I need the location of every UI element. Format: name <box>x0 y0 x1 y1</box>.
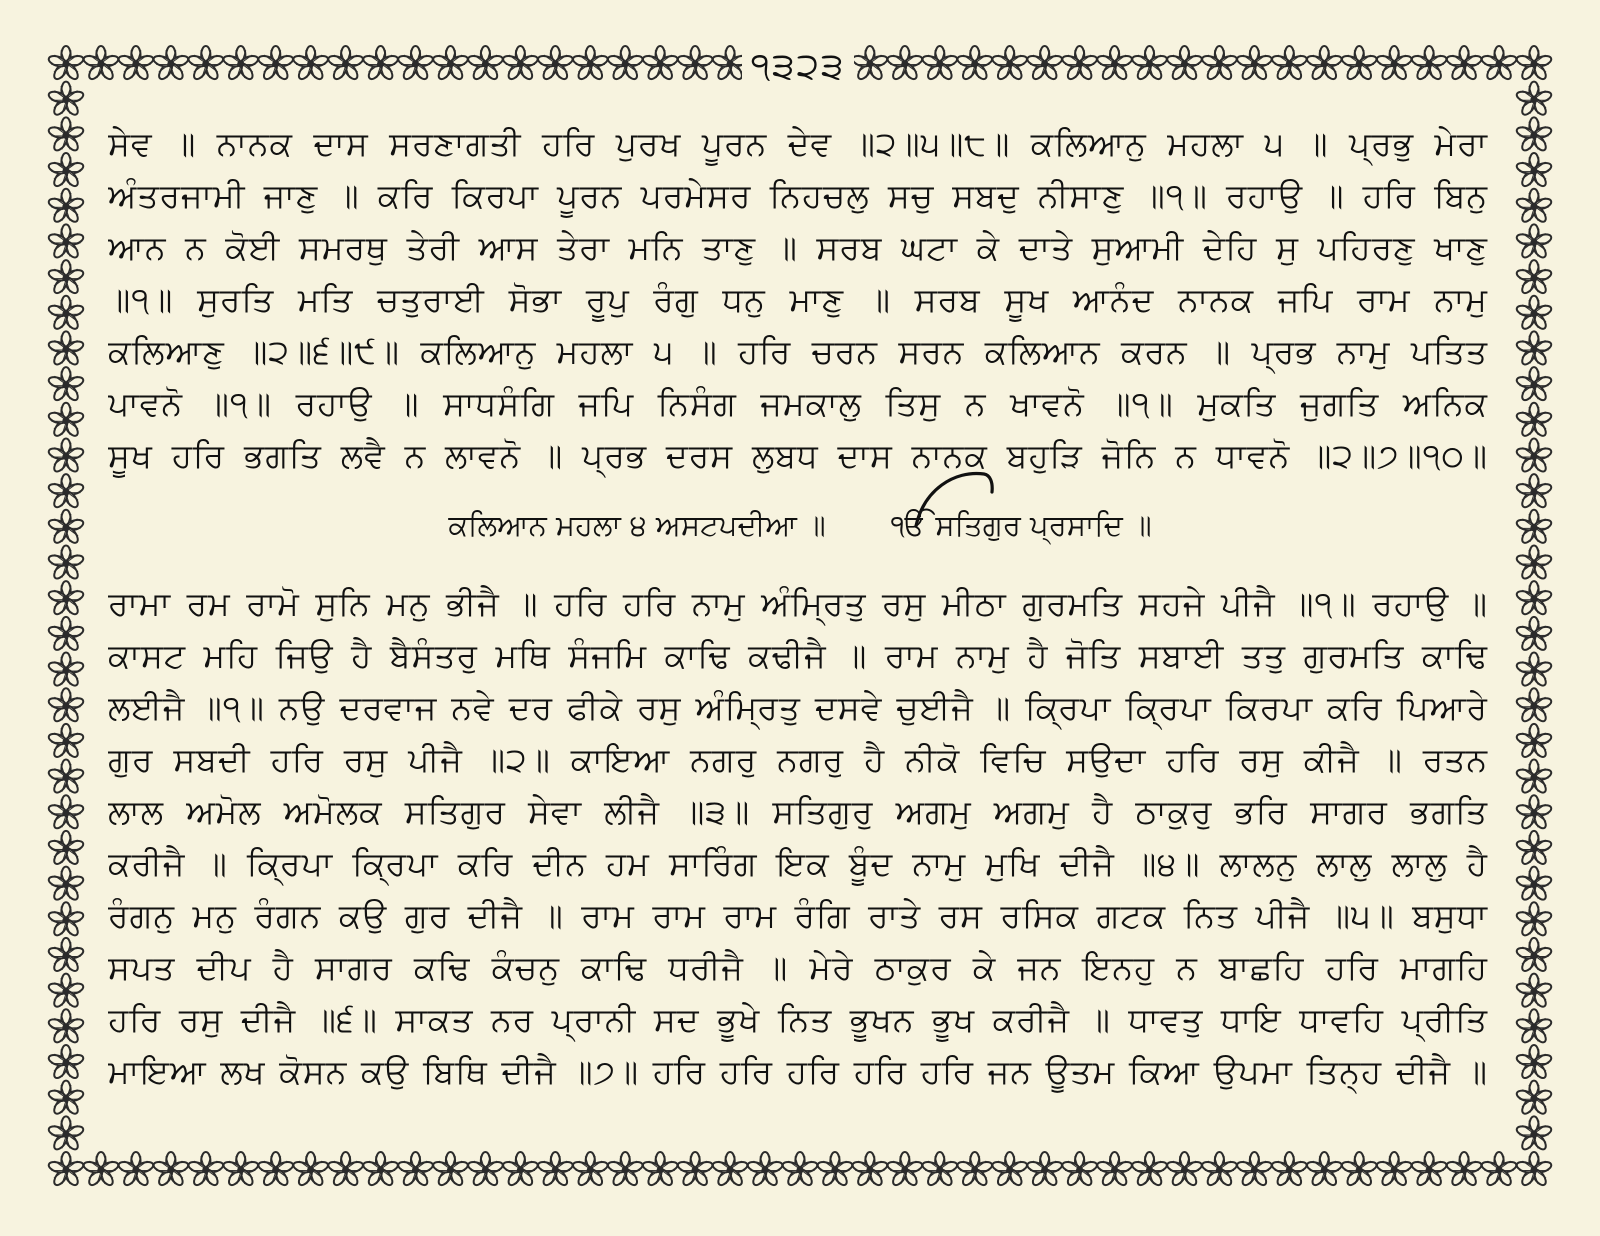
flower-icon <box>1061 1152 1098 1187</box>
flower-icon <box>47 403 84 438</box>
flower-icon <box>1515 974 1552 1009</box>
flower-icon <box>47 867 84 902</box>
flower-icon <box>362 46 399 81</box>
flower-icon <box>1515 1009 1552 1044</box>
flower-icon <box>1201 46 1238 81</box>
flower-icon <box>47 581 84 616</box>
flower-icon <box>47 617 84 652</box>
flower-icon <box>1481 46 1518 81</box>
flower-icon <box>1376 46 1413 81</box>
flower-icon <box>397 46 434 81</box>
flower-icon <box>222 46 259 81</box>
flower-icon <box>47 545 84 580</box>
flower-icon <box>467 46 504 81</box>
flower-icon <box>816 1152 853 1187</box>
flower-icon <box>642 46 679 81</box>
flower-icon <box>47 224 84 259</box>
flower-icon <box>117 46 154 81</box>
flower-icon <box>187 1152 224 1187</box>
text-line: ਮਾਇਆ ਲਖ ਕੋਸਨ ਕਉ ਬਿਥਿ ਦੀਜੈ ॥੭॥ ਹਰਿ ਹਰਿ ਹਰਿ ਹਰਿ ਹਰਿ ਜਨ ਊਤਮ ਕਿਆ ਉਪਮਾ ਤਿਨ੍ਹ ਦੀਜੈ ॥ <box>108 1052 1488 1091</box>
flower-icon <box>47 974 84 1009</box>
flower-icon <box>991 46 1028 81</box>
flower-icon <box>327 1152 364 1187</box>
flower-icon <box>747 1152 784 1187</box>
flower-icon <box>851 46 888 81</box>
flower-icon <box>47 117 84 152</box>
flower-icon <box>572 46 609 81</box>
flower-icon <box>1166 1152 1203 1187</box>
text-line: ਰੰਗਨੁ ਮਨੁ ਰੰਗਨ ਕਉ ਗੁਰ ਦੀਜੈ ॥ ਰਾਮ ਰਾਮ ਰਾਮ ਰੰਗਿ ਰਾਤੇ ਰਸ ਰਸਿਕ ਗਟਕ ਨਿਤ ਪੀਜੈ ॥੫॥ ਬਸੁਧਾ <box>108 896 1488 935</box>
flower-icon <box>921 46 958 81</box>
flower-icon <box>47 1045 84 1080</box>
flower-icon <box>921 1152 958 1187</box>
flower-icon <box>712 1152 749 1187</box>
flower-icon <box>47 938 84 973</box>
flower-icon <box>1236 46 1273 81</box>
flower-icon <box>1341 46 1378 81</box>
flower-icon <box>1515 581 1552 616</box>
flower-icon <box>47 653 84 688</box>
flower-icon <box>1481 1152 1518 1187</box>
flower-icon <box>47 760 84 795</box>
text-line: ਸਪਤ ਦੀਪ ਹੈ ਸਾਗਰ ਕਢਿ ਕੰਚਨੁ ਕਾਢਿ ਧਰੀਜੈ ॥ ਮੇਰੇ ਠਾਕੁਰ ਕੇ ਜਨ ਇਨਹੁ ਨ ਬਾਛਹਿ ਹਰਿ ਮਾਗਹਿ <box>108 948 1488 987</box>
flower-icon <box>257 46 294 81</box>
flower-icon <box>397 1152 434 1187</box>
flower-icon <box>1515 688 1552 723</box>
flower-icon <box>781 1152 818 1187</box>
flower-icon <box>607 1152 644 1187</box>
flower-icon <box>47 367 84 402</box>
flower-icon <box>1411 46 1448 81</box>
flower-icon <box>432 1152 469 1187</box>
flower-icon <box>1411 1152 1448 1187</box>
flower-icon <box>1515 153 1552 188</box>
flower-icon <box>1271 46 1308 81</box>
flower-icon <box>537 46 574 81</box>
flower-icon <box>47 46 84 81</box>
heading-invocation-text: ੴ ਸਤਿਗੁਰ ਪ੍ਰਸਾਦਿ ॥ <box>890 508 1152 542</box>
flower-icon <box>1166 46 1203 81</box>
flower-icon <box>1515 46 1552 81</box>
flower-icon <box>1515 403 1552 438</box>
flower-icon <box>152 46 189 81</box>
flower-icon <box>1515 1081 1552 1116</box>
flower-icon <box>1515 438 1552 473</box>
flower-icon <box>1306 1152 1343 1187</box>
flower-icon <box>1515 867 1552 902</box>
flower-icon <box>467 1152 504 1187</box>
heading-invocation <box>891 508 1152 543</box>
flower-icon <box>1515 224 1552 259</box>
flower-icon <box>1026 1152 1063 1187</box>
flower-icon <box>257 1152 294 1187</box>
text-line: ॥੧॥ ਸੁਰਤਿ ਮਤਿ ਚਤੁਰਾਈ ਸੋਭਾ ਰੂਪੁ ਰੰਗੁ ਧਨੁ ਮਾਣੁ ॥ ਸਰਬ ਸੂਖ ਆਨੰਦ ਨਾਨਕ ਜਪਿ ਰਾਮ ਨਾਮੁ <box>108 280 1488 319</box>
flower-icon <box>82 46 119 81</box>
flower-icon <box>1515 831 1552 866</box>
flower-icon <box>1515 1116 1552 1151</box>
flower-icon <box>1515 545 1552 580</box>
section-heading <box>0 508 1600 543</box>
flower-icon <box>991 1152 1028 1187</box>
flower-icon <box>47 1081 84 1116</box>
text-line: ਕਾਸਟ ਮਹਿ ਜਿਉ ਹੈ ਬੈਸੰਤਰੁ ਮਥਿ ਸੰਜਮਿ ਕਾਢਿ ਕਢੀਜੈ ॥ ਰਾਮ ਨਾਮੁ ਹੈ ਜੋਤਿ ਸਬਾਈ ਤਤੁ ਗੁਰਮਤਿ ਕਾਢਿ <box>108 636 1488 675</box>
flower-icon <box>1515 724 1552 759</box>
flower-icon <box>1515 653 1552 688</box>
flower-icon <box>187 46 224 81</box>
flower-icon <box>956 1152 993 1187</box>
flower-icon <box>1061 46 1098 81</box>
flower-icon <box>47 688 84 723</box>
text-line: ਲਾਲ ਅਮੋਲ ਅਮੋਲਕ ਸਤਿਗੁਰ ਸੇਵਾ ਲੀਜੈ ॥੩॥ ਸਤਿਗੁਰੁ ਅਗਮੁ ਅਗਮੁ ਹੈ ਠਾਕੁਰੁ ਭਰਿ ਸਾਗਰ ਭਗਤਿ <box>108 792 1488 831</box>
flower-icon <box>1515 938 1552 973</box>
flower-icon <box>1376 1152 1413 1187</box>
flower-icon <box>956 46 993 81</box>
text-line: ਗੁਰ ਸਬਦੀ ਹਰਿ ਰਸੁ ਪੀਜੈ ॥੨॥ ਕਾਇਆ ਨਗਰੁ ਨਗਰੁ ਹੈ ਨੀਕੋ ਵਿਚਿ ਸਉਦਾ ਹਰਿ ਰਸੁ ਕੀਜੈ ॥ ਰਤਨ <box>108 740 1488 779</box>
flower-icon <box>607 46 644 81</box>
flower-icon <box>152 1152 189 1187</box>
flower-icon <box>82 1152 119 1187</box>
text-line: ਲਈਜੈ ॥੧॥ ਨਉ ਦਰਵਾਜ ਨਵੇ ਦਰ ਫੀਕੇ ਰਸੁ ਅੰਮ੍ਰਿਤੁ ਦਸਵੇ ਚੁਈਜੈ ॥ ਕ੍ਰਿਪਾ ਕ੍ਰਿਪਾ ਕਿਰਪਾ ਕਰਿ ਪਿਆਰੇ <box>108 688 1488 727</box>
flower-icon <box>1131 1152 1168 1187</box>
page-number: ੧੩੨੩ <box>742 44 854 90</box>
flower-icon <box>1515 331 1552 366</box>
flower-icon <box>117 1152 154 1187</box>
text-line: ਸੇਵ ॥ ਨਾਨਕ ਦਾਸ ਸਰਣਾਗਤੀ ਹਰਿ ਪੁਰਖ ਪੂਰਨ ਦੇਵ ॥੨॥੫॥੮॥ ਕਲਿਆਨੁ ਮਹਲਾ ੫ ॥ ਪ੍ਰਭੁ ਮੇਰਾ <box>108 124 1488 163</box>
flower-icon <box>642 1152 679 1187</box>
flower-icon <box>1096 46 1133 81</box>
flower-icon <box>1515 617 1552 652</box>
flower-icon <box>47 296 84 331</box>
flower-icon <box>47 331 84 366</box>
flower-icon <box>47 260 84 295</box>
flower-icon <box>1515 82 1552 117</box>
flower-icon <box>47 153 84 188</box>
flower-icon <box>1446 1152 1483 1187</box>
flower-icon <box>886 46 923 81</box>
flower-icon <box>1201 1152 1238 1187</box>
flower-icon <box>47 1116 84 1151</box>
flower-icon <box>292 1152 329 1187</box>
flower-icon <box>1306 46 1343 81</box>
flower-icon <box>1515 367 1552 402</box>
flower-icon <box>1271 1152 1308 1187</box>
text-line: ਅੰਤਰਜਾਮੀ ਜਾਣੁ ॥ ਕਰਿ ਕਿਰਪਾ ਪੂਰਨ ਪਰਮੇਸਰ ਨਿਹਚਲੁ ਸਚੁ ਸਬਦੁ ਨੀਸਾਣੁ ॥੧॥ ਰਹਾਉ ॥ ਹਰਿ ਬਿਨੁ <box>108 176 1488 215</box>
text-line: ਪਾਵਨੋ ॥੧॥ ਰਹਾਉ ॥ ਸਾਧਸੰਗਿ ਜਪਿ ਨਿਸੰਗ ਜਮਕਾਲੁ ਤਿਸੁ ਨ ਖਾਵਨੋ ॥੧॥ ਮੁਕਤਿ ਜੁਗਤਿ ਅਨਿਕ <box>108 384 1488 423</box>
text-block-bottom <box>108 578 1488 1098</box>
flower-icon <box>47 902 84 937</box>
flower-icon <box>47 438 84 473</box>
flower-icon <box>1515 1045 1552 1080</box>
flower-icon <box>432 46 469 81</box>
flower-icon <box>292 46 329 81</box>
flower-icon <box>47 724 84 759</box>
flower-icon <box>47 831 84 866</box>
flower-icon <box>677 1152 714 1187</box>
flower-icon <box>1515 474 1552 509</box>
flower-icon <box>886 1152 923 1187</box>
flower-icon <box>1515 795 1552 830</box>
text-line: ਸੂਖ ਹਰਿ ਭਗਤਿ ਲਵੈ ਨ ਲਾਵਨੋ ॥ ਪ੍ਰਭ ਦਰਸ ਲੁਬਧ ਦਾਸ ਨਾਨਕ ਬਹੁੜਿ ਜੋਨਿ ਨ ਧਾਵਨੋ ॥੨॥੭॥੧੦॥ <box>108 436 1488 475</box>
flower-icon <box>47 189 84 224</box>
text-line: ਹਰਿ ਰਸੁ ਦੀਜੈ ॥੬॥ ਸਾਕਤ ਨਰ ਪ੍ਰਾਨੀ ਸਦ ਭੂਖੇ ਨਿਤ ਭੂਖਨ ਭੂਖ ਕਰੀਜੈ ॥ ਧਾਵਤੁ ਧਾਇ ਧਾਵਹਿ ਪ੍ਰੀਤਿ <box>108 1000 1488 1039</box>
flower-icon <box>362 1152 399 1187</box>
text-block-top <box>108 118 1488 482</box>
flower-icon <box>47 474 84 509</box>
flower-icon <box>1515 760 1552 795</box>
flower-icon <box>327 46 364 81</box>
ek-onkar-arc-icon <box>914 470 994 528</box>
heading-title: ਕਲਿਆਨ ਮਹਲਾ ੪ ਅਸਟਪਦੀਆ ॥ <box>448 508 826 542</box>
text-line: ਕਰੀਜੈ ॥ ਕ੍ਰਿਪਾ ਕ੍ਰਿਪਾ ਕਰਿ ਦੀਨ ਹਮ ਸਾਰਿੰਗ ਇਕ ਬੂੰਦ ਨਾਮੁ ਮੁਖਿ ਦੀਜੈ ॥੪॥ ਲਾਲਨੁ ਲਾਲੁ ਲਾਲੁ ਹੈ <box>108 844 1488 883</box>
flower-icon <box>1515 117 1552 152</box>
flower-icon <box>1236 1152 1273 1187</box>
flower-icon <box>1026 46 1063 81</box>
flower-icon <box>1515 189 1552 224</box>
flower-icon <box>851 1152 888 1187</box>
flower-icon <box>1515 902 1552 937</box>
flower-icon <box>572 1152 609 1187</box>
flower-icon <box>1131 46 1168 81</box>
text-line: ਕਲਿਆਣੁ ॥੨॥੬॥੯॥ ਕਲਿਆਨੁ ਮਹਲਾ ੫ ॥ ਹਰਿ ਚਰਨ ਸਰਨ ਕਲਿਆਨ ਕਰਨ ॥ ਪ੍ਰਭ ਨਾਮੁ ਪਤਿਤ <box>108 332 1488 371</box>
flower-icon <box>1096 1152 1133 1187</box>
text-line: ਰਾਮਾ ਰਮ ਰਾਮੋ ਸੁਨਿ ਮਨੁ ਭੀਜੈ ॥ ਹਰਿ ਹਰਿ ਨਾਮੁ ਅੰਮ੍ਰਿਤੁ ਰਸੁ ਮੀਠਾ ਗੁਰਮਤਿ ਸਹਜੇ ਪੀਜੈ ॥੧॥ ਰਹਾਉ ॥ <box>108 584 1488 623</box>
flower-icon <box>502 1152 539 1187</box>
flower-icon <box>1515 1152 1552 1187</box>
text-line: ਆਨ ਨ ਕੋਈ ਸਮਰਥੁ ਤੇਰੀ ਆਸ ਤੇਰਾ ਮਨਿ ਤਾਣੁ ॥ ਸਰਬ ਘਟਾ ਕੇ ਦਾਤੇ ਸੁਆਮੀ ਦੇਹਿ ਸੁ ਪਹਿਰਣੁ ਖਾਣੁ <box>108 228 1488 267</box>
flower-icon <box>1446 46 1483 81</box>
flower-icon <box>537 1152 574 1187</box>
flower-icon <box>1515 260 1552 295</box>
flower-icon <box>47 795 84 830</box>
flower-icon <box>222 1152 259 1187</box>
flower-icon <box>677 46 714 81</box>
flower-icon <box>1515 296 1552 331</box>
flower-icon <box>47 82 84 117</box>
flower-icon <box>47 1152 84 1187</box>
flower-icon <box>502 46 539 81</box>
flower-icon <box>47 1009 84 1044</box>
flower-icon <box>1341 1152 1378 1187</box>
